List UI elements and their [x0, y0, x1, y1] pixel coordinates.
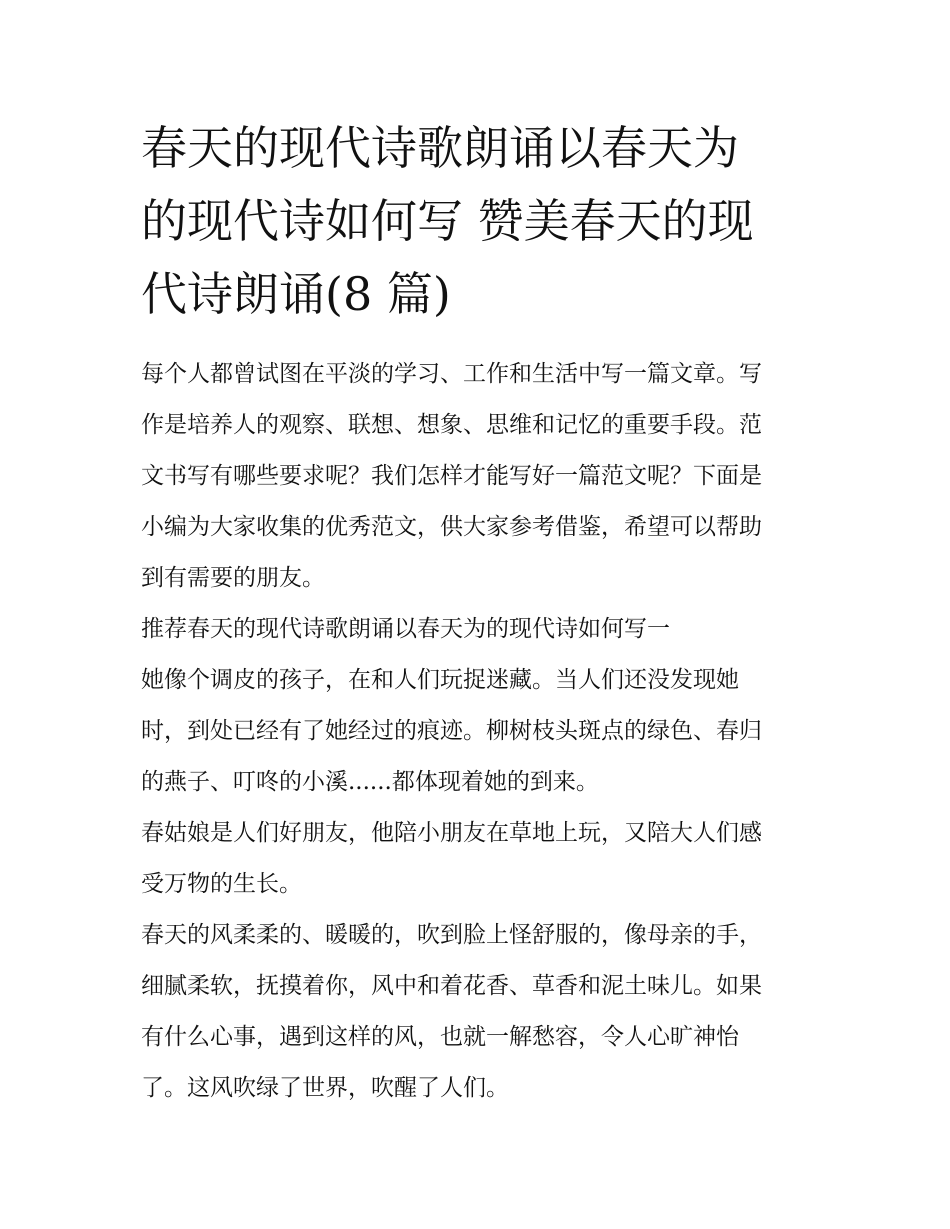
document-body: [141, 349, 821, 1114]
text-line: 春姑娘是人们好朋友，他陪小朋友在草地上玩，又陪大人们感: [141, 820, 762, 846]
text-line: 每个人都曾试图在平淡的学习、工作和生活中写一篇文章。写: [141, 361, 762, 387]
text-line: 到有需要的朋友。: [141, 565, 325, 591]
text-line: 她像个调皮的孩子，在和人们玩捉迷藏。当人们还没发现她: [141, 667, 739, 693]
document-content: [141, 112, 821, 1114]
document-title: [141, 112, 821, 331]
text-line: 时，到处已经有了她经过的痕迹。柳树枝头斑点的绿色、春归: [141, 718, 762, 744]
section-heading-paragraph: [141, 604, 821, 655]
text-line: 有什么心事，遇到这样的风，也就一解愁容，令人心旷神怡: [141, 1024, 739, 1050]
text-line: 细腻柔软，抚摸着你，风中和着花香、草香和泥土味儿。如果: [141, 973, 762, 999]
body-paragraph: [141, 808, 821, 910]
body-paragraph: [141, 910, 821, 1114]
text-line: 小编为大家收集的优秀范文，供大家参考借鉴，希望可以帮助: [141, 514, 762, 540]
text-line: 春天的风柔柔的、暖暖的，吹到脸上怪舒服的，像母亲的手，: [141, 922, 762, 948]
title-line: 的现代诗如何写 赞美春天的现: [141, 194, 754, 248]
text-line: 文书写有哪些要求呢？我们怎样才能写好一篇范文呢？下面是: [141, 463, 762, 489]
body-paragraph: [141, 655, 821, 808]
title-line: 春天的现代诗歌朗诵以春天为: [141, 121, 739, 175]
text-line: 的燕子、叮咚的小溪......都体现着她的到来。: [141, 769, 599, 795]
text-line: 了。这风吹绿了世界，吹醒了人们。: [141, 1075, 509, 1101]
intro-paragraph: [141, 349, 821, 604]
title-line: 代诗朗诵(8 篇): [141, 267, 451, 321]
text-line: 推荐春天的现代诗歌朗诵以春天为的现代诗如何写一: [141, 616, 670, 642]
text-line: 作是培养人的观察、联想、想象、思维和记忆的重要手段。范: [141, 412, 762, 438]
text-line: 受万物的生长。: [141, 871, 302, 897]
